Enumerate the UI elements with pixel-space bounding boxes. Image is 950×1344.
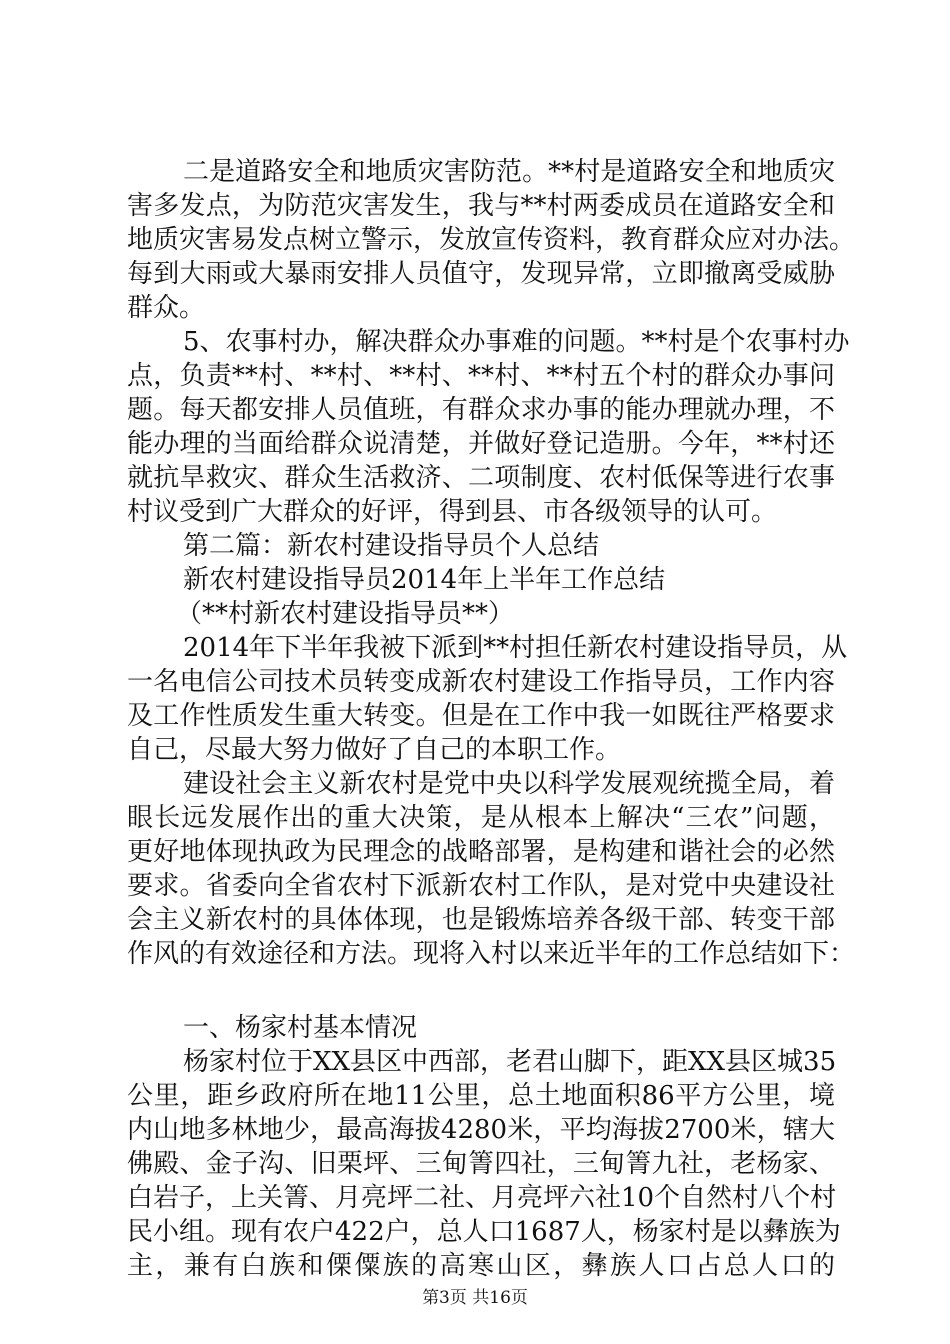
text-line: 及工作性质发生重大转变。但是在工作中我一如既往严格要求	[127, 701, 835, 731]
text-line: 眼长远发展作出的重大决策，是从根本上解决“三农”问题，	[127, 803, 835, 833]
text-line: 会主义新农村的具体体现，也是锻炼培养各级干部、转变干部	[127, 905, 835, 935]
text-line: 村议受到广大群众的好评，得到县、市各级领导的认可。	[127, 497, 778, 527]
text-line: 题。每天都安排人员值班，有群众求办事的能办理就办理，不	[127, 395, 835, 425]
text-line: 害多发点，为防范灾害发生，我与**村两委成员在道路安全和	[127, 191, 835, 221]
text-line: 2014年下半年我被下派到**村担任新农村建设指导员，从	[183, 633, 848, 663]
text-line: 第二篇：新农村建设指导员个人总结	[183, 531, 600, 561]
text-line: 地质灾害易发点树立警示，发放宣传资料，教育群众应对办法。	[127, 225, 856, 255]
text-line: 5、农事村办，解决群众办事难的问题。**村是个农事村办	[183, 327, 850, 357]
text-line: 自己，尽最大努力做好了自己的本职工作。	[127, 735, 622, 765]
text-line: 就抗旱救灾、群众生活救济、二项制度、农村低保等进行农事	[127, 463, 835, 493]
blank-line	[127, 971, 835, 1005]
text-line: 一名电信公司技术员转变成新农村建设工作指导员，工作内容	[127, 667, 835, 697]
text-line: 主，兼有白族和傈僳族的高寒山区，彝族人口占总人口的	[127, 1251, 835, 1281]
text-line: 作风的有效途径和方法。现将入村以来近半年的工作总结如下：	[127, 939, 856, 969]
text-line: 二是道路安全和地质灾害防范。**村是道路安全和地质灾	[183, 157, 835, 187]
text-line: 建设社会主义新农村是党中央以科学发展观统揽全局，着	[183, 769, 835, 799]
text-line: 佛殿、金子沟、旧栗坪、三甸箐四社，三甸箐九社，老杨家、	[127, 1149, 835, 1179]
text-line: 点，负责**村、**村、**村、**村、**村五个村的群众办事问	[127, 361, 835, 391]
text-line: 更好地体现执政为民理念的战略部署，是构建和谐社会的必然	[127, 837, 835, 867]
text-line: 白岩子，上关箐、月亮坪二社、月亮坪六社10个自然村八个村	[127, 1183, 837, 1213]
text-line: 新农村建设指导员2014年上半年工作总结	[183, 565, 666, 595]
page-number-footer: 第3页 共16页	[422, 1288, 528, 1308]
text-line: 一、杨家村基本情况	[183, 1013, 418, 1043]
text-line: 能办理的当面给群众说清楚，并做好登记造册。今年，**村还	[127, 429, 835, 459]
text-line: 民小组。现有农户422户，总人口1687人，杨家村是以彝族为	[127, 1217, 841, 1247]
text-line: 杨家村位于XX县区中西部，老君山脚下，距XX县区城35	[183, 1047, 837, 1077]
text-line: （**村新农村建设指导员**）	[176, 599, 515, 629]
text-line: 每到大雨或大暴雨安排人员值守，发现异常，立即撤离受威胁	[127, 259, 835, 289]
text-line: 要求。省委向全省农村下派新农村工作队，是对党中央建设社	[127, 871, 835, 901]
text-line: 内山地多林地少，最高海拔4280米，平均海拔2700米，辖大	[127, 1115, 835, 1145]
text-line: 公里，距乡政府所在地11公里，总土地面积86平方公里，境	[127, 1081, 835, 1111]
text-line: 群众。	[127, 293, 206, 323]
